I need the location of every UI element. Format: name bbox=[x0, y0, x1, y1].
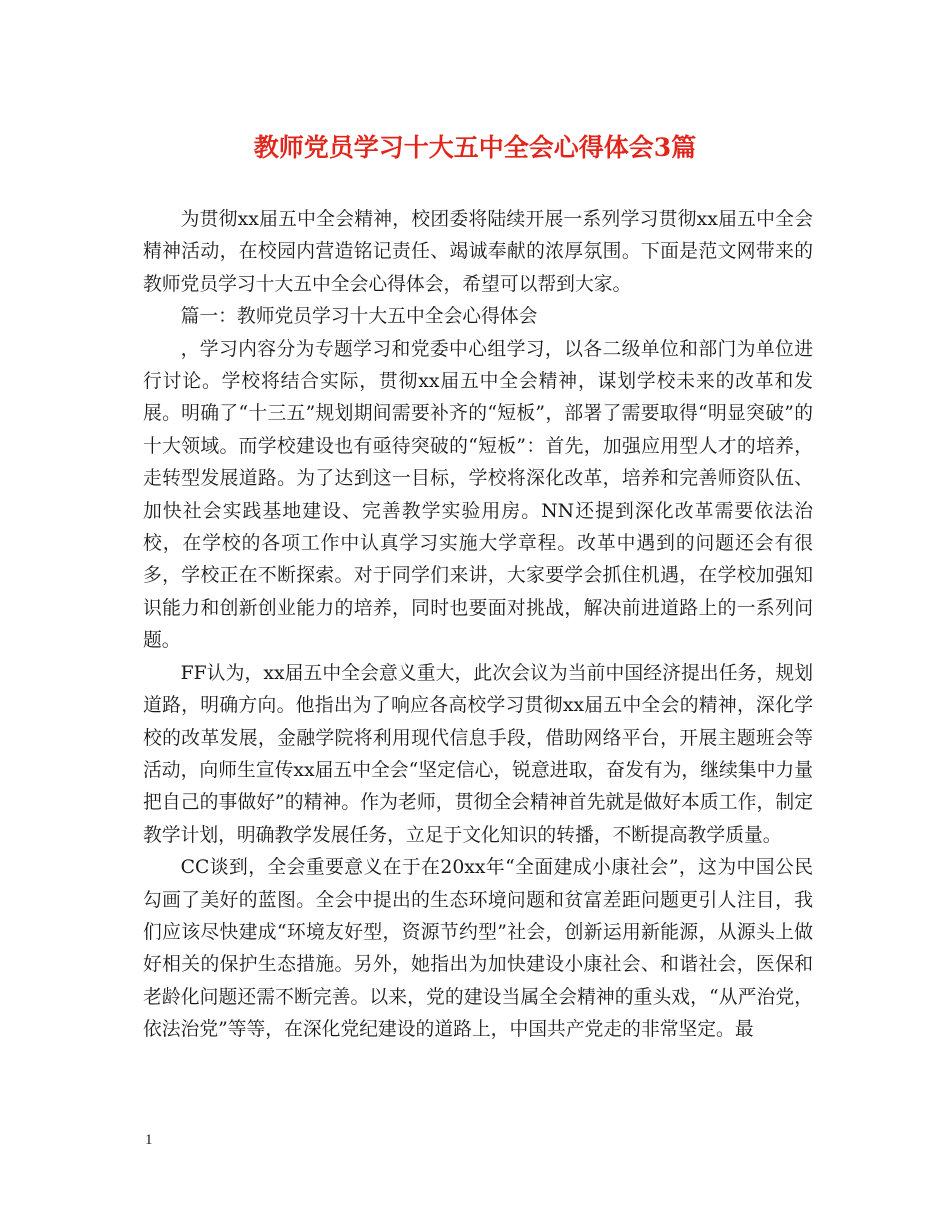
intro-paragraph: 为贯彻xx届五中全会精神，校团委将陆续开展一系列学习贯彻xx届五中全会精神活动，在校园内营造铭记责任、竭诚奉献的浓厚氛围。下面是范文网带来的教师党员学习十大五中全会心得体会，希望可以帮到大家。 bbox=[143, 209, 813, 295]
document-title: 教师党员学习十大五中全会心得体会3篇 bbox=[253, 133, 697, 162]
document-body bbox=[143, 204, 813, 1047]
body-paragraph: ，学习内容分为专题学习和党委中心组学习，以各二级单位和部门为单位进行讨论。学校将结合实际，贯彻xx届五中全会精神，谋划学校未来的改革和发展。明确了“十三五”规划期间需要补齐的“短板”，部署了需要取得“明显突破”的十大领域。而学校建设也有亟待突破的“短板”：首先，加强应用型人才的培养，走转型发展道路。为了达到这一目标，学校将深化改革，培养和完善师资队伍、加快社会实践基地建设、完善教学实验用房。NN还提到深化改革需要依法治校，在学校的各项工作中认真学习实施大学章程。改革中遇到的问题还会有很多，学校正在不断探索。对于同学们来讲，大家要学会抓住机遇，在学校加强知识能力和创新创业能力的培养，同时也要面对挑战，解决前进道路上的一系列问题。 bbox=[143, 338, 813, 652]
page-number: 1 bbox=[145, 1132, 153, 1148]
body-paragraph: CC谈到，全会重要意义在于在20xx年“全面建成小康社会”，这为中国公民勾画了美好的蓝图。全会中提出的生态环境问题和贫富差距问题更引人注目，我们应该尽快建成“环境友好型，资源节约型”社会，创新运用新能源，从源头上做好相关的保护生态措施。另外，她指出为加快建设小康社会、和谐社会，医保和老龄化问题还需不断完善。以来，党的建设当属全会精神的重头戏，“从严治党，依法治党”等等，在深化党纪建设的道路上，中国共产党走的非常坚定。最 bbox=[143, 857, 813, 1041]
body-paragraph: FF认为，xx届五中全会意义重大，此次会议为当前中国经济提出任务，规划道路，明确方向。他指出为了响应各高校学习贯彻xx届五中全会的精神，深化学校的改革发展，金融学院将利用现代信息手段，借助网络平台，开展主题班会等活动，向师生宣传xx届五中全会“坚定信心，锐意进取，奋发有为，继续集中力量把自己的事做好”的精神。作为老师，贯彻全会精神首先就是做好本质工作，制定教学计划，明确教学发展任务，立足于文化知识的转播，不断提高教学质量。 bbox=[143, 662, 813, 846]
section-heading: 篇一：教师党员学习十大五中全会心得体会 bbox=[180, 306, 538, 328]
